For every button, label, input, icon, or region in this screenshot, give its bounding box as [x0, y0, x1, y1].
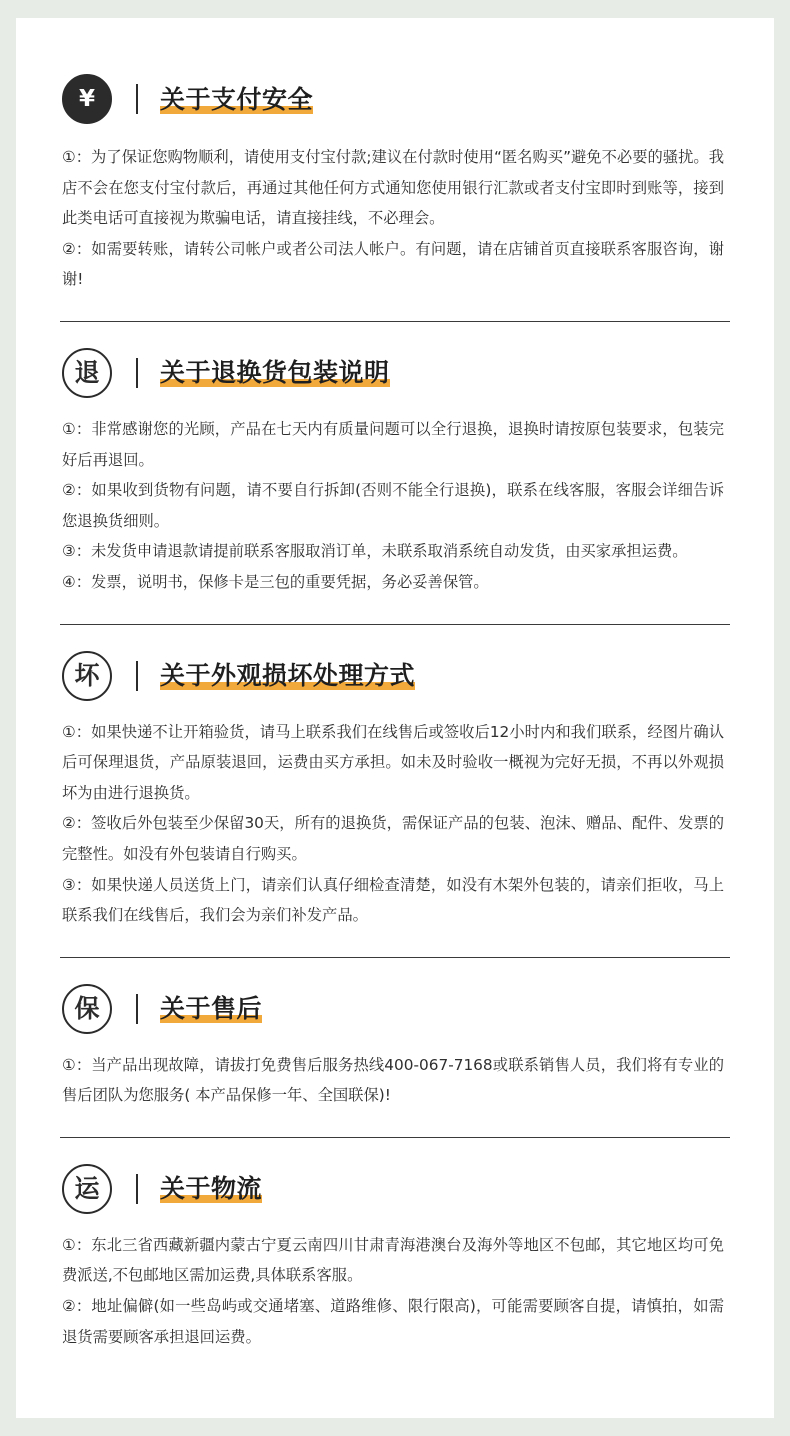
section-logistics: [60, 1138, 730, 1360]
warranty-badge-icon: [62, 984, 112, 1034]
paragraph: ①：为了保证您购物顺利，请使用支付宝付款;建议在付款时使用“匿名购买”避免不必要的骚扰。我店不会在您支付宝付款后，再通过其他任何方式通知您使用银行汇款或者支付宝即时到账等，接到此类电话可直接视为欺骗电话，请直接挂线，不必理会。: [62, 148, 724, 228]
paragraph: ①：东北三省西藏新疆内蒙古宁夏云南四川甘肃青海港澳台及海外等地区不包邮，其它地区均可免费派送,不包邮地区需加运费,具体联系客服。: [62, 1235, 724, 1285]
header-divider-bar: [136, 661, 138, 691]
paragraph: ①：如果快递不让开箱验货，请马上联系我们在线售后或签收后12小时内和我们联系，经图片确认后可保理退货，产品原装退回，运费由买方承担。如未及时验收一概视为完好无损，不再以外观损坏为由进行退换货。: [62, 722, 724, 802]
paragraph: ①：非常感谢您的光顾，产品在七天内有质量问题可以全行退换，退换时请按原包装要求，包装完好后再退回。: [62, 419, 724, 469]
section-appearance-damage: [60, 625, 730, 931]
section-body: [60, 1040, 730, 1111]
badge-glyph: ¥: [78, 85, 95, 112]
header-divider-bar: [136, 358, 138, 388]
paragraph: ③：如果快递人员送货上门，请亲们认真仔细检查清楚，如没有木架外包装的，请亲们拒收，马上联系我们在线售后，我们会为亲们补发产品。: [62, 875, 724, 925]
badge-glyph: 保: [74, 994, 100, 1024]
section-title-wrap: [160, 994, 263, 1024]
header-divider-bar: [136, 84, 138, 114]
section-payment-security: [60, 48, 730, 295]
paragraph: ②：地址偏僻(如一些岛屿或交通堵塞、道路维修、限行限高)，可能需要顾客自提，请慎拍，如需退货需要顾客承担退回运费。: [62, 1297, 724, 1346]
section-title-wrap: [160, 1174, 263, 1204]
yen-badge-icon: [62, 74, 112, 124]
section-body: [60, 707, 730, 931]
paragraph: ②：签收后外包装至少保留30天，所有的退换货，需保证产品的包装、泡沫、赠品、配件、发票的完整性。如没有外包装请自行购买。: [62, 814, 724, 863]
section-title-wrap: [160, 84, 314, 114]
section-title-wrap: [160, 358, 390, 388]
section-after-sales: [60, 958, 730, 1111]
section-body: [60, 1220, 730, 1360]
badge-glyph: 运: [74, 1174, 100, 1204]
section-body: [60, 130, 730, 295]
paragraph: ②：如果收到货物有问题，请不要自行拆卸(否则不能全行退换)，联系在线客服，客服会详细告诉您退换货细则。: [62, 481, 724, 530]
badge-glyph: 坏: [74, 661, 100, 691]
section-header: [60, 958, 730, 1040]
section-body: [60, 404, 730, 598]
section-return-package: [60, 322, 730, 598]
section-header: [60, 1138, 730, 1220]
section-title: 关于支付安全: [160, 84, 314, 114]
section-header: [60, 322, 730, 404]
header-divider-bar: [136, 1174, 138, 1204]
damage-badge-icon: [62, 651, 112, 701]
paragraph: ①：当产品出现故障，请拔打免费售后服务热线400-067-7168或联系销售人员，我们将有专业的售后团队为您服务( 本产品保修一年、全国联保)!: [62, 1055, 724, 1105]
section-title: 关于物流: [160, 1174, 263, 1204]
paragraph: ④：发票，说明书，保修卡是三包的重要凭据，务必妥善保管。: [62, 572, 489, 591]
section-title: 关于外观损坏处理方式: [160, 661, 416, 691]
badge-glyph: 退: [74, 358, 100, 388]
section-title-wrap: [160, 661, 416, 691]
content-sheet: [16, 18, 774, 1418]
paragraph: ③：未发货申请退款请提前联系客服取消订单，未联系取消系统自动发货，由买家承担运费。: [62, 542, 688, 561]
section-header: [60, 48, 730, 130]
section-header: [60, 625, 730, 707]
section-title: 关于退换货包装说明: [160, 358, 390, 388]
header-divider-bar: [136, 994, 138, 1024]
return-badge-icon: [62, 348, 112, 398]
shipping-badge-icon: [62, 1164, 112, 1214]
section-title: 关于售后: [160, 994, 263, 1024]
paragraph: ②：如需要转账，请转公司帐户或者公司法人帐户。有问题，请在店铺首页直接联系客服咨询，谢谢!: [62, 239, 724, 289]
